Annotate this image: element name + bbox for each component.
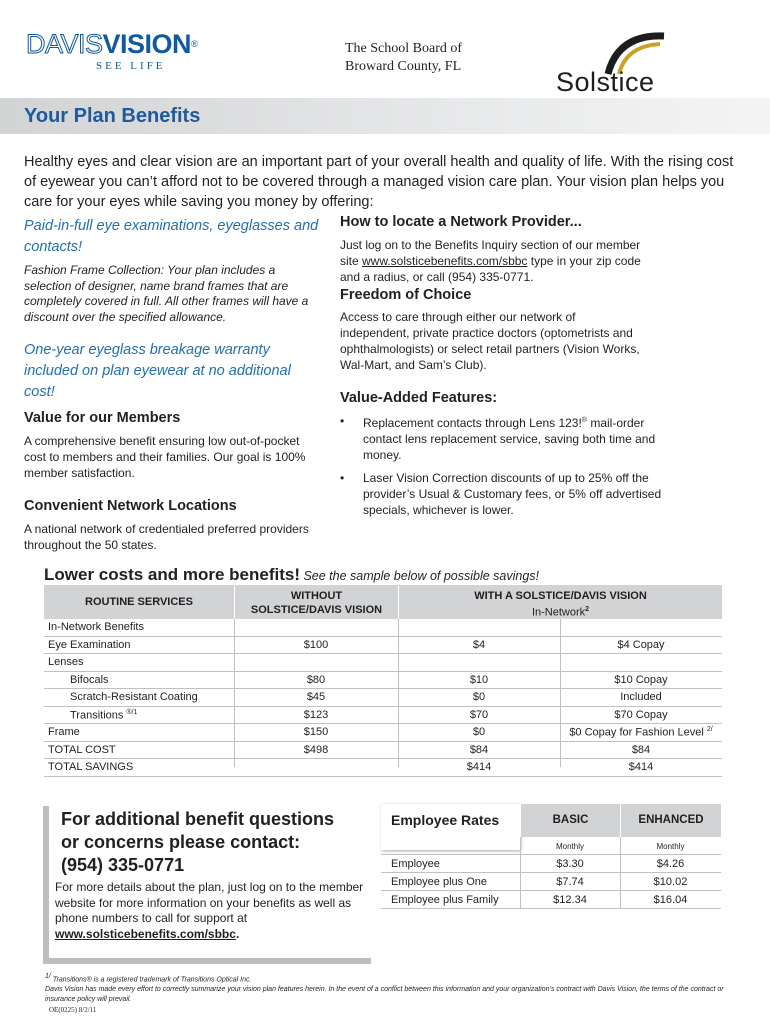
service-cell <box>48 726 80 738</box>
with-cell-text: $10 <box>469 673 489 686</box>
warranty-callout: One-year eyeglass breakage warranty included on plan eyewear at no additional cost! <box>24 342 291 400</box>
header-without-line1: WITHOUT <box>290 590 343 602</box>
copay-cell-text: Included <box>620 691 662 703</box>
contact-url-link[interactable]: www.solsticebenefits.com/sbbc <box>55 926 236 941</box>
header-with-line1: WITH A SOLSTICE/DAVIS VISION <box>474 590 647 602</box>
with-cell-text: $70 <box>469 708 489 721</box>
bullet-text-lens <box>363 413 663 463</box>
table-row <box>44 759 722 777</box>
service-cell <box>48 621 144 633</box>
table-row <box>44 637 722 655</box>
savings-heading-main: Lower costs and more benefits! <box>44 565 300 584</box>
copay-cell-text: $70 Copay <box>614 708 668 721</box>
rates-divider <box>520 837 521 909</box>
table-divider <box>234 619 235 767</box>
service-cell-text: TOTAL COST <box>48 743 116 756</box>
logo-word-davis: DAVIS <box>26 29 103 59</box>
footer-note-2: Davis Vision has made every effort to correctly summarize your vision plan features herein. In the event of a conflict between this information and your organization’s contract with Davis Vision, the terms of the contract or insurance policy will prevail. <box>45 986 724 1004</box>
solstice-logo <box>556 26 686 98</box>
bullet-dot: • <box>340 414 345 428</box>
rate-basic: $12.34 <box>553 894 587 906</box>
without-cell <box>234 726 398 738</box>
service-cell-text: Transitions <box>70 709 124 722</box>
without-cell-text: $100 <box>303 638 329 651</box>
footer-note-sup: 1/ <box>45 973 51 980</box>
table-row <box>44 707 722 725</box>
service-cell-text: Scratch-Resistant Coating <box>70 691 198 703</box>
logo-registered: ® <box>191 39 198 49</box>
service-cell <box>70 691 198 703</box>
solstice-wordmark: Solstice <box>556 67 655 97</box>
copay-cell <box>560 761 722 773</box>
service-cell-text: Eye Examination <box>48 638 131 651</box>
copay-cell-text: $84 <box>631 743 651 756</box>
service-cell-text: Frame <box>48 726 80 738</box>
savings-table-body <box>44 619 722 777</box>
header-without <box>234 585 398 619</box>
footer-note-1-text: Transitions® is a registered trademark of Transitions Optical Inc. <box>50 976 252 984</box>
footer-note-1 <box>45 972 735 985</box>
rate-enhanced: $4.26 <box>656 858 685 870</box>
with-cell <box>398 709 560 721</box>
contact-phone: (954) 335-0771 <box>61 855 185 875</box>
with-cell-text: $414 <box>466 761 492 773</box>
rates-monthly-basic: Monthly <box>555 842 584 851</box>
table-divider <box>398 619 399 767</box>
with-cell-text: $0 <box>472 726 486 738</box>
service-cell-sup: ®/1 <box>126 708 138 716</box>
without-cell <box>234 674 398 686</box>
value-members-text: A comprehensive benefit ensuring low out-of-pocket cost to members and their families. Our goal is 100% member satisfaction. <box>24 434 306 480</box>
contact-box <box>49 800 377 958</box>
rate-basic: $3.30 <box>556 858 584 870</box>
copay-cell <box>560 744 722 756</box>
page-title: Your Plan Benefits <box>24 105 201 127</box>
bullet-dot: • <box>340 471 345 485</box>
rates-header-basic: BASIC <box>520 804 620 837</box>
table-row <box>44 689 722 707</box>
rates-monthly-enhanced: Monthly <box>656 842 685 851</box>
copay-cell-text: $0 Copay for Fashion Level <box>569 726 704 739</box>
without-cell <box>234 639 398 651</box>
copay-cell-sup: 2/ <box>706 726 713 733</box>
copay-cell <box>560 726 722 739</box>
value-members-heading: Value for our Members <box>24 410 181 426</box>
copay-cell-text: $4 Copay <box>617 638 665 651</box>
rate-tier: Employee plus One <box>391 876 487 888</box>
without-cell-text: $498 <box>303 743 329 756</box>
davis-vision-logo <box>26 30 236 72</box>
service-cell-text: Bifocals <box>70 673 109 686</box>
contact-heading-line2: or concerns please contact: <box>61 832 301 852</box>
freedom-choice-heading: Freedom of Choice <box>340 287 472 303</box>
network-locations-text: A national network of credentialed preferred providers throughout the 50 states. <box>24 522 309 552</box>
savings-heading-sub: See the sample below of possible savings! <box>300 569 540 583</box>
logo-word-vision: VISION <box>102 29 192 59</box>
copay-cell <box>560 709 722 721</box>
locate-provider-heading: How to locate a Network Provider... <box>340 214 582 230</box>
title-bar <box>0 98 770 134</box>
footer-form-code: OE(0225) 8/2/11 <box>49 1006 97 1015</box>
service-cell <box>48 744 116 756</box>
contact-text <box>55 880 365 942</box>
with-cell <box>398 726 560 738</box>
contact-text-body: For more details about the plan, just log on to the member website for more information on your benefits as well as phone numbers to call for support at <box>55 880 364 925</box>
contact-url-dot: . <box>235 926 240 941</box>
with-cell-text: $0 <box>472 691 486 703</box>
service-cell <box>48 761 133 773</box>
table-row <box>44 654 722 672</box>
table-divider <box>560 619 561 767</box>
savings-heading <box>44 565 539 585</box>
rates-row <box>381 891 721 909</box>
without-cell <box>234 709 398 721</box>
rates-header <box>381 804 721 837</box>
without-cell-text: $150 <box>303 726 329 738</box>
copay-cell <box>560 691 722 703</box>
copay-cell <box>560 674 722 686</box>
paid-in-full-callout: Paid-in-full eye examinations, eyeglasses and contacts! <box>24 218 319 255</box>
service-cell-text: TOTAL SAVINGS <box>48 761 134 773</box>
rates-row <box>381 855 721 873</box>
rates-header-enhanced: ENHANCED <box>620 804 721 837</box>
contact-heading <box>61 808 334 877</box>
copay-cell-text: $10 Copay <box>614 673 668 686</box>
header-with-line2: In-Network <box>531 606 586 619</box>
header-with-sup: 2 <box>585 606 590 613</box>
school-line-1: The School Board of <box>345 41 463 56</box>
rates-monthly-row <box>381 837 721 855</box>
locate-provider-text <box>340 237 645 285</box>
bullet-text-lens-b: mail-order contact lens replacement service, saving both time and money. <box>363 416 656 462</box>
without-cell <box>234 691 398 703</box>
logo-tagline: SEE LIFE <box>96 60 166 72</box>
rates-row <box>381 873 721 891</box>
copay-cell <box>560 639 722 651</box>
rate-basic: $7.74 <box>556 876 584 888</box>
bullet-sup: ® <box>581 417 587 424</box>
service-cell-text: In-Network Benefits <box>48 621 144 633</box>
rate-enhanced: $10.02 <box>653 876 688 888</box>
rate-enhanced: $16.04 <box>653 894 688 906</box>
locate-text-2: type in your zip code and a radius, or call (954) 335-0771. <box>340 254 641 284</box>
table-row <box>44 619 722 637</box>
savings-table-header <box>44 585 722 619</box>
without-cell-text: $80 <box>306 673 326 686</box>
table-row <box>44 742 722 760</box>
header-routine-services: ROUTINE SERVICES <box>85 596 193 608</box>
with-cell <box>398 691 560 703</box>
service-cell <box>70 709 137 722</box>
without-cell-text: $123 <box>303 708 329 721</box>
bullet-text-lens-a: Replacement contacts through Lens 123! <box>363 416 582 430</box>
with-cell <box>398 639 560 651</box>
with-cell <box>398 744 560 756</box>
rates-title: Employee Rates <box>381 804 520 850</box>
freedom-choice-text: Access to care through either our network of independent, private practice doctors (optometrists and ophthalmologists) or select retail partners (Vision Works, Wal-Mart, and Sam’s Club). <box>340 310 640 372</box>
service-cell <box>48 656 83 668</box>
rate-tier: Employee <box>391 858 440 870</box>
locate-url-link[interactable]: www.solsticebenefits.com/sbbc <box>362 254 528 268</box>
contact-heading-line1: For additional benefit questions <box>61 809 335 829</box>
fashion-frame-text: Fashion Frame Collection: Your plan includes a selection of designer, name brand frames that are completely covered in full. All other frames will have a discount over the specified allowance. <box>24 263 309 324</box>
header-with <box>398 585 722 619</box>
table-row <box>44 672 722 690</box>
header-without-line2: SOLSTICE/DAVIS VISION <box>250 604 383 616</box>
service-cell <box>70 674 109 686</box>
without-cell-text: $45 <box>306 691 326 703</box>
school-board-name <box>345 40 462 76</box>
savings-table <box>44 585 722 777</box>
with-cell-text: $4 <box>472 638 486 651</box>
school-line-2: Broward County, FL <box>345 59 462 74</box>
with-cell-text: $84 <box>469 743 489 756</box>
rate-tier: Employee plus Family <box>391 894 499 906</box>
footer-disclaimer <box>45 972 735 1015</box>
rates-divider <box>620 837 621 909</box>
copay-cell-text: $414 <box>628 761 654 773</box>
service-cell <box>48 639 131 651</box>
table-row <box>44 724 722 742</box>
without-cell <box>234 744 398 756</box>
bullet-text-laser: Laser Vision Correction discounts of up to 25% off the provider’s Usual & Customary fees, or 5% off advertised specials, whichever is lower. <box>363 471 662 517</box>
locate-text-1: Just log on to the Benefits Inquiry section of our member site <box>340 238 641 268</box>
employee-rates-table <box>381 804 721 909</box>
value-added-heading: Value-Added Features: <box>340 390 498 406</box>
with-cell <box>398 761 560 773</box>
service-cell-text: Lenses <box>48 656 84 668</box>
intro-paragraph: Healthy eyes and clear vision are an important part of your overall health and quality of life. With the rising cost of eyewear you can’t afford not to be covered through a managed vision care plan. Your vision plan helps you care for your eyes while saving you money by offering: <box>24 154 734 210</box>
rates-body <box>381 855 721 909</box>
network-locations-heading: Convenient Network Locations <box>24 498 237 514</box>
with-cell <box>398 674 560 686</box>
